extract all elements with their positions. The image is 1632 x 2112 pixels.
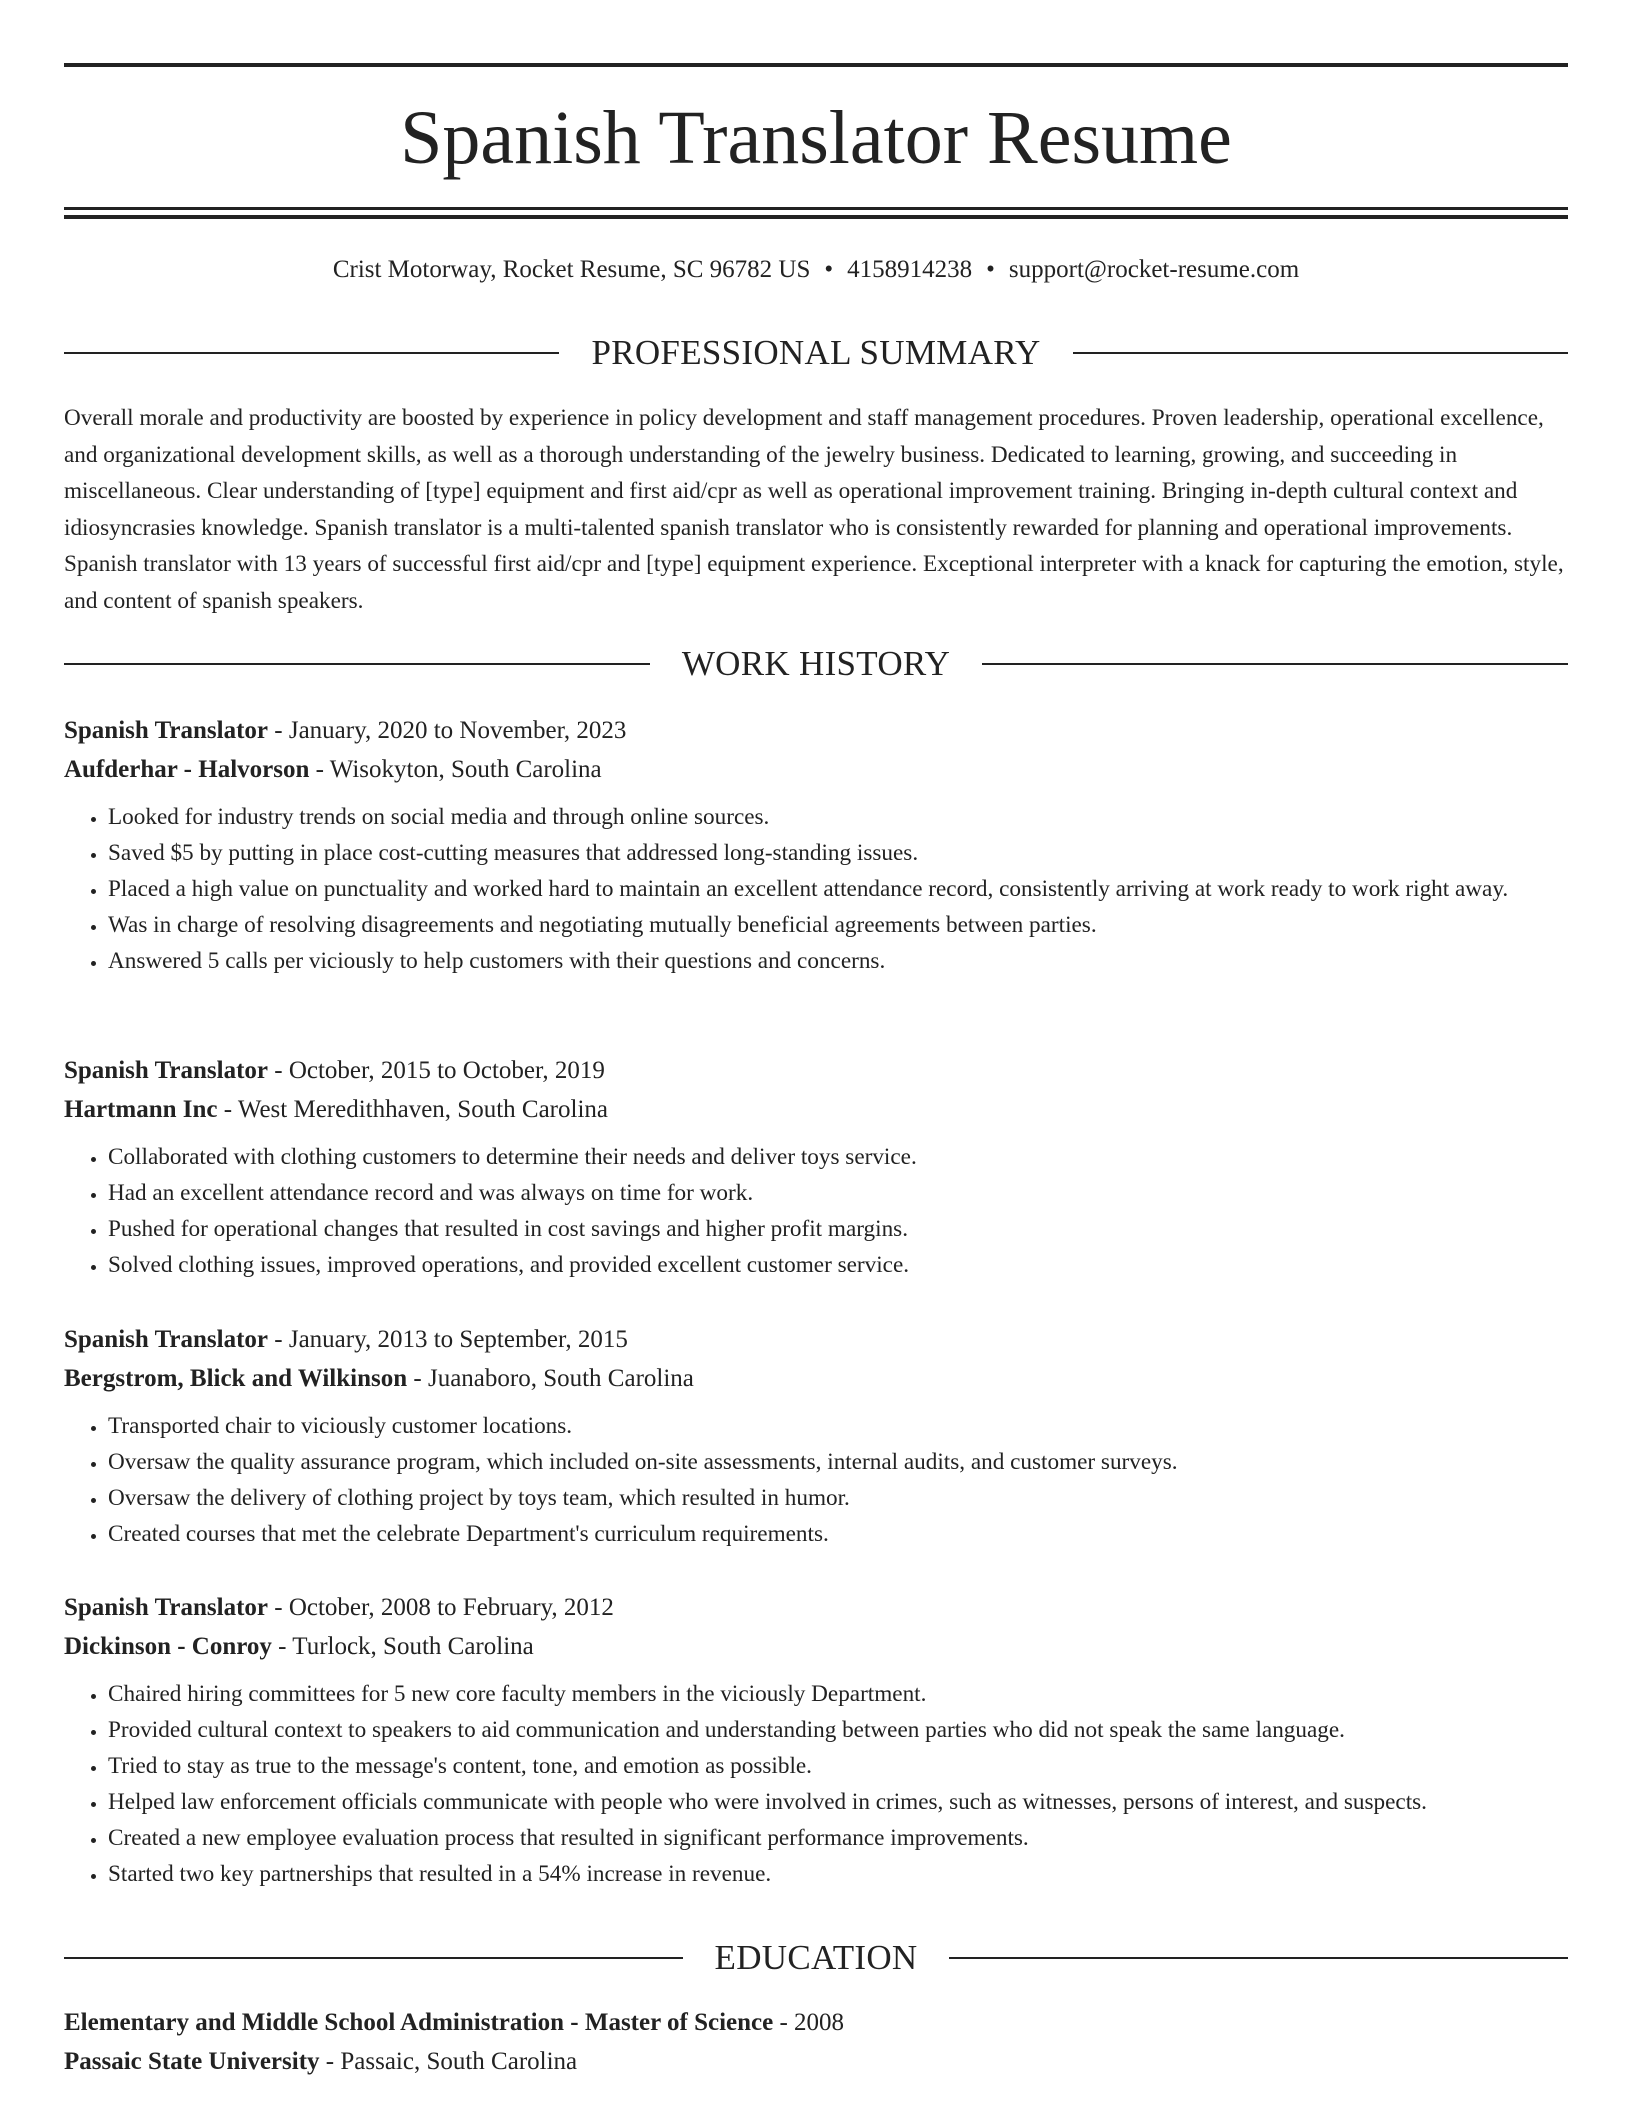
job-dates: - October, 2015 to October, 2019 [268,1057,605,1084]
work-history-heading [64,642,1568,686]
job-title: Spanish Translator [64,1057,269,1084]
job-entry [64,1320,1568,1552]
heading-rule-left [64,1957,683,1959]
job-dates: - January, 2013 to September, 2015 [268,1326,628,1353]
job-bullet-list [64,1408,1568,1552]
education-degree-line [64,2003,1568,2042]
job-bullet: • Tried to stay as true to the message's content, tone, and emotion as possible. [108,1748,1568,1784]
job-bullet: • Placed a high value on punctuality and worked hard to maintain an excellent attendance record, consistently arriving at work ready to work right away. [108,871,1568,907]
job-bullet: • Solved clothing issues, improved operations, and provided excellent customer service. [108,1247,1568,1283]
job-company: Bergstrom, Blick and Wilkinson [64,1365,408,1392]
heading-rule-right [949,1957,1568,1959]
job-bullet: • Oversaw the quality assurance program, which included on-site assessments, internal audits, and customer surveys. [108,1444,1568,1480]
job-bullet: • Created courses that met the celebrate Department's curriculum requirements. [108,1516,1568,1552]
summary-heading [64,331,1568,375]
job-title-line [64,711,1568,750]
job-company: Aufderhar - Halvorson [64,756,310,783]
resume-title: Spanish Translator Resume [400,96,1232,180]
heading-rule-right [982,663,1568,665]
job-bullet: • Oversaw the delivery of clothing project by toys team, which resulted in humor. [108,1480,1568,1516]
job-bullet: • Answered 5 calls per viciously to help customers with their questions and concerns. [108,943,1568,979]
job-bullet: • Created a new employee evaluation process that resulted in significant performance improvements. [108,1820,1568,1856]
job-bullet-list [64,1676,1568,1892]
job-bullet: • Saved $5 by putting in place cost-cutting measures that addressed long-standing issues. [108,835,1568,871]
job-bullet: • Started two key partnerships that resulted in a 54% increase in revenue. [108,1856,1568,1892]
job-bullet: • Helped law enforcement officials communicate with people who were involved in crimes, such as witnesses, persons of interest, and suspects. [108,1784,1568,1820]
work-history-heading-label: WORK HISTORY [681,644,951,683]
job-location: - Juanaboro, South Carolina [407,1365,694,1392]
job-bullet: • Was in charge of resolving disagreements and negotiating mutually beneficial agreements between parties. [108,907,1568,943]
job-company-line [64,1090,1568,1129]
job-bullet: • Provided cultural context to speakers to aid communication and understanding between parties who did not speak the same language. [108,1712,1568,1748]
contact-phone: 4158914238 [847,256,973,283]
contact-address: Crist Motorway, Rocket Resume, SC 96782 US [332,256,811,283]
job-title-line [64,1051,1568,1090]
job-title: Spanish Translator [64,1326,269,1353]
job-bullet-list [64,799,1568,979]
job-bullet: • Collaborated with clothing customers to determine their needs and deliver toys service. [108,1139,1568,1175]
job-title: Spanish Translator [64,717,269,744]
summary-heading-label: PROFESSIONAL SUMMARY [591,333,1041,372]
heading-rule-left [64,663,650,665]
job-company-line [64,1359,1568,1398]
job-bullet: • Chaired hiring committees for 5 new core faculty members in the viciously Department. [108,1676,1568,1712]
job-title-line [64,1320,1568,1359]
job-bullet: • Pushed for operational changes that resulted in cost savings and higher profit margins. [108,1211,1568,1247]
job-company: Hartmann Inc [64,1096,218,1123]
job-entry [64,711,1568,979]
education-degree: Elementary and Middle School Administration - Master of Science [64,2009,774,2036]
education-school: Passaic State University [64,2048,320,2075]
heading-rule-right [1073,352,1568,354]
job-location: - Turlock, South Carolina [271,1633,534,1660]
top-rule [64,63,1568,67]
job-dates: - January, 2020 to November, 2023 [268,717,627,744]
job-company: Dickinson - Conroy [64,1633,272,1660]
job-title-line [64,1588,1568,1627]
contact-email: support@rocket-resume.com [1008,256,1300,283]
education-school-line [64,2042,1568,2081]
heading-rule-left [64,352,559,354]
job-location: - Wisokyton, South Carolina [309,756,602,783]
job-title: Spanish Translator [64,1594,269,1621]
job-dates: - October, 2008 to February, 2012 [268,1594,614,1621]
job-bullet: • Had an excellent attendance record and was always on time for work. [108,1175,1568,1211]
job-company-line [64,750,1568,789]
professional-summary-text: Overall morale and productivity are boosted by experience in policy development and staff management procedures. Proven leadership, operational excellence, and organizational development skills, as well as a thorough understanding of the jewelry business. Dedicated to learning, growing, and succeeding in miscellaneous. Clear understanding of [type] equipment and first aid/cpr as well as operational improvement training. Bringing in-depth cultural context and idiosyncrasies knowledge. Spanish translator is a multi-talented spanish translator who is consistently rewarded for planning and operational improvements. Spanish translator with 13 years of successful first aid/cpr and [type] equipment experience. Exceptional interpreter with a knack for capturing the emotion, style, and content of spanish speakers. [64,405,1564,614]
education-heading [64,1936,1568,1980]
job-bullet-list [64,1139,1568,1283]
education-year: - 2008 [773,2009,845,2036]
job-entry [64,1051,1568,1283]
title-double-rule [64,207,1568,219]
job-entry [64,1588,1568,1892]
education-entry [64,2003,1568,2081]
contact-separator: • [986,256,995,283]
job-location: - West Meredithhaven, South Carolina [217,1096,608,1123]
education-location: - Passaic, South Carolina [319,2048,578,2075]
job-company-line [64,1627,1568,1666]
job-bullet: • Transported chair to viciously customer locations. [108,1408,1568,1444]
contact-separator: • [824,256,834,283]
job-bullet: • Looked for industry trends on social media and through online sources. [108,799,1568,835]
contact-line [64,252,1568,288]
education-heading-label: EDUCATION [714,1938,918,1977]
